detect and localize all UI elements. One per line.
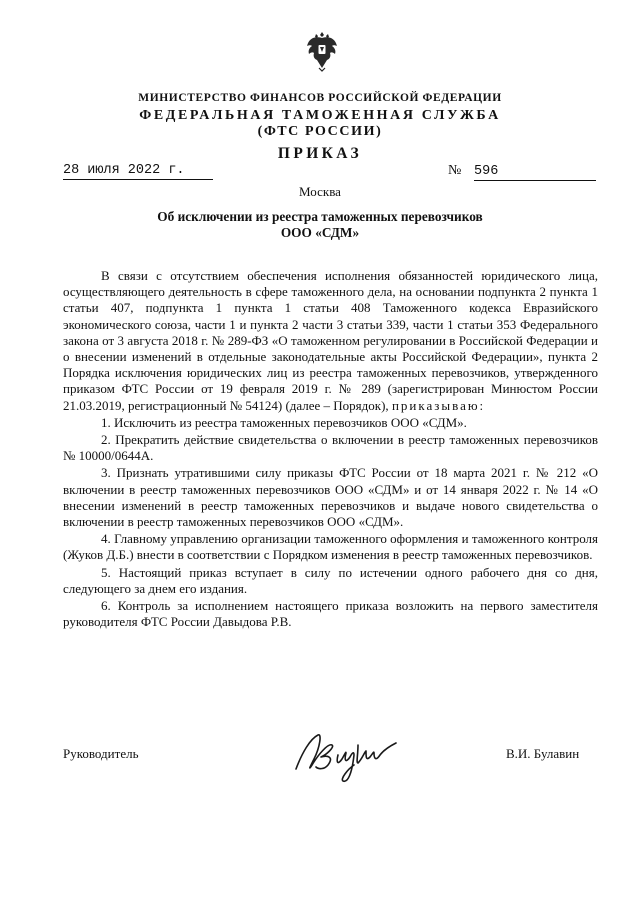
handwritten-signature — [288, 725, 406, 787]
order-item: 2. Прекратить действие свидетельства о включении в реестр таможенных перевозчиков № 10000/0644А. — [63, 432, 598, 464]
subject-line-1: Об исключении из реестра таможенных перевозчиков — [157, 209, 483, 224]
order-body — [63, 268, 598, 630]
signer-position: Руководитель — [63, 746, 139, 761]
preamble-paragraph — [63, 268, 598, 414]
order-date: 28 июля 2022 г. — [63, 163, 213, 180]
order-number: 596 — [474, 164, 596, 181]
number-sign: № — [448, 163, 462, 178]
order-item: 6. Контроль за исполнением настоящего приказа возложить на первого заместителя руководителя ФТС России Давыдова Р.В. — [63, 598, 598, 630]
double-headed-eagle-emblem-icon — [305, 28, 339, 72]
service-short-name: (ФТС РОССИИ) — [257, 124, 383, 139]
service-name: ФЕДЕРАЛЬНАЯ ТАМОЖЕННАЯ СЛУЖБА — [139, 108, 501, 123]
order-item: 5. Настоящий приказ вступает в силу по истечении одного рабочего дня со дня, следующего за днем его издания. — [63, 564, 598, 596]
order-subject — [0, 209, 640, 241]
order-word: приказываю: — [391, 397, 486, 413]
ministry-name: МИНИСТЕРСТВО ФИНАНСОВ РОССИЙСКОЙ ФЕДЕРАЦИИ — [138, 92, 502, 104]
preamble-text: В связи с отсутствием обеспечения исполнения обязанностей юридического лица, осуществляющего деятельность в сфере таможенного дела, на основании подпункта 2 пункта 1 статьи 407, подпункта 1 пункта 1 статьи 408 Таможенного кодекса Евразийского экономического союза, части 1 и пункта 2 части 3 статьи 339, части 1 статьи 353 Федерального закона от 3 августа 2018 г. № 289-ФЗ «О таможенном регулировании в Российской Федерации и о внесении изменений в отдельные законодательные акты Российской Федерации», пункта 2 Порядка исключения юридических лиц из реестра таможенных перевозчиков, утвержденного приказом ФТС России от 19 февраля 2019 г. № 289 (зарегистрирован Минюстом России 21.03.2019, регистрационный № 54124) (далее – Порядок), — [63, 268, 598, 413]
order-item: 1. Исключить из реестра таможенных перевозчиков ООО «СДМ». — [101, 414, 467, 430]
signer-name: В.И. Булавин — [506, 746, 580, 761]
order-number-field — [448, 163, 598, 181]
document-type-title: ПРИКАЗ — [277, 145, 363, 162]
order-item: 3. Признать утратившими силу приказы ФТС России от 18 марта 2021 г. № 212 «О включении в реестр таможенных перевозчиков ООО «СДМ» и от 14 января 2022 г. № 14 «О внесении изменений в реестр таможенных перевозчиков и выдаче нового свидетельства о включении в реестр таможенных перевозчиков ООО «СДМ». — [63, 465, 598, 530]
subject-line-2: ООО «СДМ» — [280, 225, 360, 240]
order-item: 4. Главному управлению организации таможенного оформления и таможенного контроля (Жуков Д.Б.) внести в соответствии с Порядком изменения в реестр таможенных перевозчиков. — [63, 531, 598, 563]
city: Москва — [299, 184, 341, 199]
